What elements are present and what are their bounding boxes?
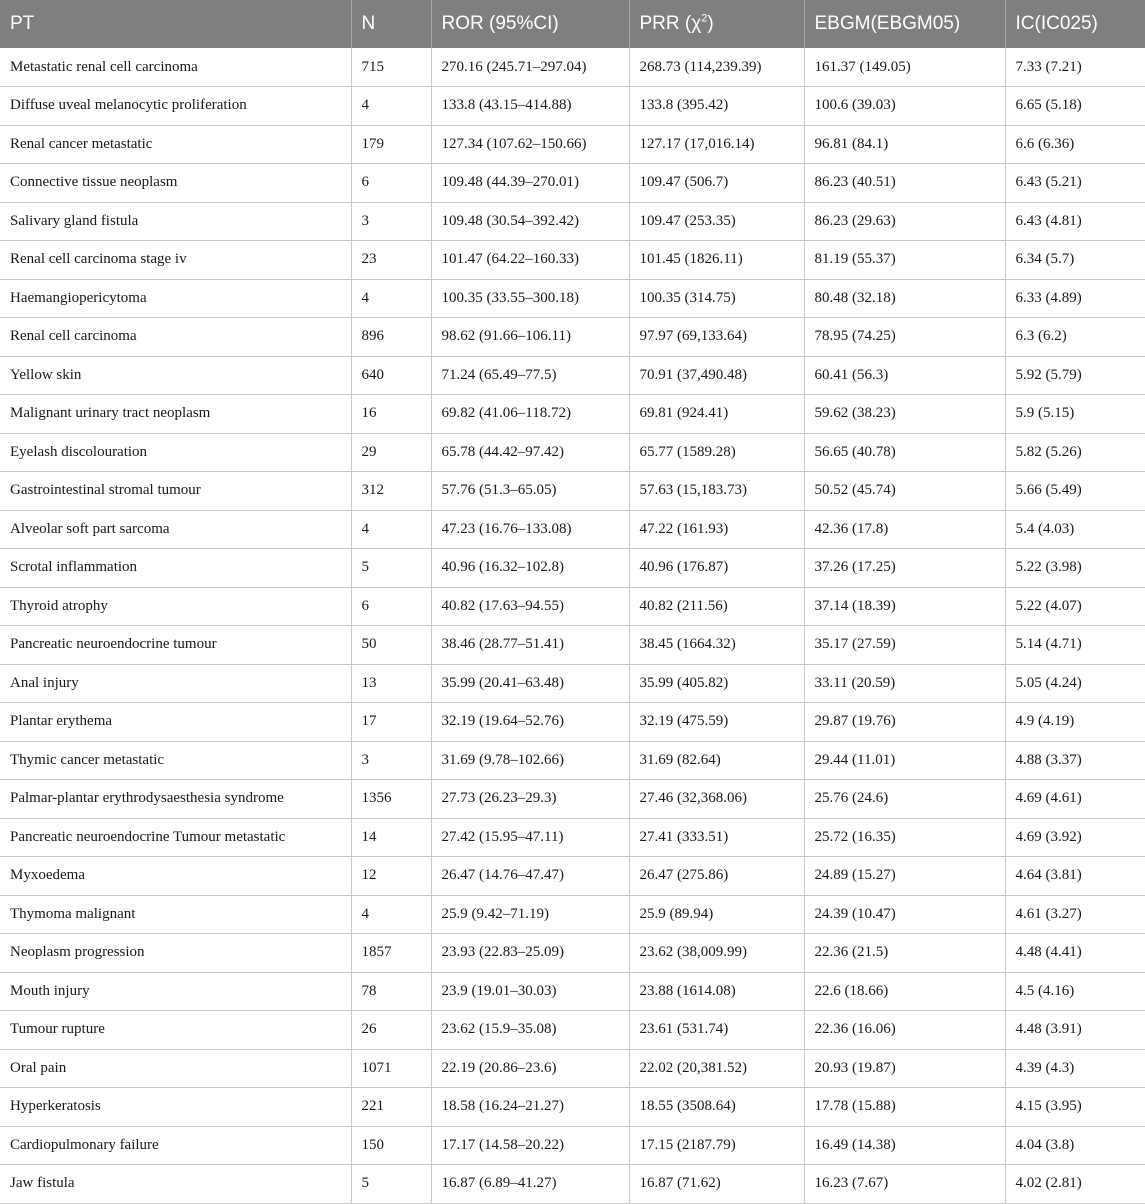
- cell-n: 4: [351, 279, 431, 318]
- cell-ic: 5.9 (5.15): [1005, 395, 1145, 434]
- cell-prr: 69.81 (924.41): [629, 395, 804, 434]
- cell-n: 5: [351, 1165, 431, 1204]
- cell-ror: 57.76 (51.3–65.05): [431, 472, 629, 511]
- cell-ror: 22.19 (20.86–23.6): [431, 1049, 629, 1088]
- table-row: [0, 125, 1145, 164]
- table-row: [0, 48, 1145, 87]
- cell-ic: 4.39 (4.3): [1005, 1049, 1145, 1088]
- cell-ror: 100.35 (33.55–300.18): [431, 279, 629, 318]
- cell-ror: 133.8 (43.15–414.88): [431, 87, 629, 126]
- table-row: [0, 279, 1145, 318]
- table-row: [0, 895, 1145, 934]
- cell-pt: Renal cancer metastatic: [0, 125, 351, 164]
- cell-ror: 69.82 (41.06–118.72): [431, 395, 629, 434]
- cell-ebgm: 50.52 (45.74): [804, 472, 1005, 511]
- cell-ror: 27.42 (15.95–47.11): [431, 818, 629, 857]
- cell-ic: 5.82 (5.26): [1005, 433, 1145, 472]
- cell-n: 5: [351, 549, 431, 588]
- cell-ebgm: 86.23 (40.51): [804, 164, 1005, 203]
- cell-pt: Pancreatic neuroendocrine tumour: [0, 626, 351, 665]
- cell-ebgm: 42.36 (17.8): [804, 510, 1005, 549]
- cell-prr: 17.15 (2187.79): [629, 1126, 804, 1165]
- cell-n: 4: [351, 87, 431, 126]
- table-row: [0, 587, 1145, 626]
- cell-ror: 23.62 (15.9–35.08): [431, 1011, 629, 1050]
- table-row: [0, 1088, 1145, 1127]
- cell-ror: 109.48 (44.39–270.01): [431, 164, 629, 203]
- cell-ror: 270.16 (245.71–297.04): [431, 48, 629, 87]
- table-row: [0, 164, 1145, 203]
- cell-prr: 23.88 (1614.08): [629, 972, 804, 1011]
- cell-pt: Renal cell carcinoma: [0, 318, 351, 357]
- header-ic: IC(IC025): [1005, 0, 1145, 48]
- table-row: [0, 857, 1145, 896]
- cell-n: 13: [351, 664, 431, 703]
- cell-ror: 32.19 (19.64–52.76): [431, 703, 629, 742]
- table-row: [0, 1049, 1145, 1088]
- cell-ic: 6.34 (5.7): [1005, 241, 1145, 280]
- header-n: N: [351, 0, 431, 48]
- table-row: [0, 202, 1145, 241]
- cell-ror: 40.82 (17.63–94.55): [431, 587, 629, 626]
- cell-prr: 40.82 (211.56): [629, 587, 804, 626]
- header-row: [0, 0, 1145, 48]
- cell-prr: 27.41 (333.51): [629, 818, 804, 857]
- table-row: [0, 972, 1145, 1011]
- cell-ror: 71.24 (65.49–77.5): [431, 356, 629, 395]
- cell-prr: 22.02 (20,381.52): [629, 1049, 804, 1088]
- cell-n: 221: [351, 1088, 431, 1127]
- cell-n: 16: [351, 395, 431, 434]
- table-row: [0, 510, 1145, 549]
- cell-ebgm: 96.81 (84.1): [804, 125, 1005, 164]
- header-ror: ROR (95%CI): [431, 0, 629, 48]
- cell-prr: 109.47 (506.7): [629, 164, 804, 203]
- cell-prr: 57.63 (15,183.73): [629, 472, 804, 511]
- cell-ic: 6.43 (5.21): [1005, 164, 1145, 203]
- cell-n: 179: [351, 125, 431, 164]
- table-row: [0, 472, 1145, 511]
- cell-n: 1857: [351, 934, 431, 973]
- cell-prr: 38.45 (1664.32): [629, 626, 804, 665]
- table-body: [0, 48, 1145, 1203]
- cell-ror: 127.34 (107.62–150.66): [431, 125, 629, 164]
- cell-ror: 25.9 (9.42–71.19): [431, 895, 629, 934]
- cell-pt: Oral pain: [0, 1049, 351, 1088]
- cell-ebgm: 24.89 (15.27): [804, 857, 1005, 896]
- cell-pt: Metastatic renal cell carcinoma: [0, 48, 351, 87]
- cell-ebgm: 60.41 (56.3): [804, 356, 1005, 395]
- cell-ebgm: 22.6 (18.66): [804, 972, 1005, 1011]
- cell-ebgm: 100.6 (39.03): [804, 87, 1005, 126]
- cell-ebgm: 86.23 (29.63): [804, 202, 1005, 241]
- cell-n: 14: [351, 818, 431, 857]
- cell-ic: 6.65 (5.18): [1005, 87, 1145, 126]
- cell-ebgm: 33.11 (20.59): [804, 664, 1005, 703]
- table-row: [0, 318, 1145, 357]
- cell-prr: 18.55 (3508.64): [629, 1088, 804, 1127]
- cell-pt: Alveolar soft part sarcoma: [0, 510, 351, 549]
- cell-ic: 4.69 (3.92): [1005, 818, 1145, 857]
- cell-pt: Neoplasm progression: [0, 934, 351, 973]
- cell-n: 29: [351, 433, 431, 472]
- cell-n: 26: [351, 1011, 431, 1050]
- cell-prr: 70.91 (37,490.48): [629, 356, 804, 395]
- cell-pt: Eyelash discolouration: [0, 433, 351, 472]
- cell-prr: 35.99 (405.82): [629, 664, 804, 703]
- cell-pt: Gastrointestinal stromal tumour: [0, 472, 351, 511]
- cell-ror: 16.87 (6.89–41.27): [431, 1165, 629, 1204]
- cell-n: 6: [351, 164, 431, 203]
- cell-ic: 6.33 (4.89): [1005, 279, 1145, 318]
- cell-n: 50: [351, 626, 431, 665]
- cell-pt: Pancreatic neuroendocrine Tumour metastatic: [0, 818, 351, 857]
- cell-ebgm: 25.76 (24.6): [804, 780, 1005, 819]
- cell-prr: 26.47 (275.86): [629, 857, 804, 896]
- cell-prr: 268.73 (114,239.39): [629, 48, 804, 87]
- header-pt: PT: [0, 0, 351, 48]
- cell-ic: 7.33 (7.21): [1005, 48, 1145, 87]
- cell-pt: Tumour rupture: [0, 1011, 351, 1050]
- cell-ror: 40.96 (16.32–102.8): [431, 549, 629, 588]
- table-row: [0, 1126, 1145, 1165]
- cell-ror: 109.48 (30.54–392.42): [431, 202, 629, 241]
- cell-ic: 4.04 (3.8): [1005, 1126, 1145, 1165]
- table-row: [0, 433, 1145, 472]
- cell-ror: 23.9 (19.01–30.03): [431, 972, 629, 1011]
- cell-ic: 5.05 (4.24): [1005, 664, 1145, 703]
- cell-ebgm: 22.36 (21.5): [804, 934, 1005, 973]
- cell-prr: 27.46 (32,368.06): [629, 780, 804, 819]
- cell-ic: 4.9 (4.19): [1005, 703, 1145, 742]
- cell-ebgm: 56.65 (40.78): [804, 433, 1005, 472]
- cell-n: 6: [351, 587, 431, 626]
- cell-pt: Anal injury: [0, 664, 351, 703]
- cell-prr: 47.22 (161.93): [629, 510, 804, 549]
- cell-ic: 4.69 (4.61): [1005, 780, 1145, 819]
- cell-prr: 23.62 (38,009.99): [629, 934, 804, 973]
- cell-ebgm: 29.87 (19.76): [804, 703, 1005, 742]
- cell-pt: Renal cell carcinoma stage iv: [0, 241, 351, 280]
- cell-prr: 97.97 (69,133.64): [629, 318, 804, 357]
- cell-n: 4: [351, 510, 431, 549]
- cell-pt: Yellow skin: [0, 356, 351, 395]
- header-prr-suffix: ): [707, 13, 714, 34]
- table-header: [0, 0, 1145, 48]
- cell-ic: 5.22 (3.98): [1005, 549, 1145, 588]
- cell-ror: 38.46 (28.77–51.41): [431, 626, 629, 665]
- table-row: [0, 1165, 1145, 1204]
- cell-ic: 4.88 (3.37): [1005, 741, 1145, 780]
- cell-ebgm: 16.23 (7.67): [804, 1165, 1005, 1204]
- cell-ic: 6.6 (6.36): [1005, 125, 1145, 164]
- cell-pt: Myxoedema: [0, 857, 351, 896]
- table-row: [0, 395, 1145, 434]
- cell-n: 23: [351, 241, 431, 280]
- cell-n: 4: [351, 895, 431, 934]
- cell-pt: Cardiopulmonary failure: [0, 1126, 351, 1165]
- cell-prr: 31.69 (82.64): [629, 741, 804, 780]
- header-ebgm: EBGM(EBGM05): [804, 0, 1005, 48]
- cell-prr: 23.61 (531.74): [629, 1011, 804, 1050]
- cell-n: 150: [351, 1126, 431, 1165]
- table-row: [0, 87, 1145, 126]
- cell-prr: 109.47 (253.35): [629, 202, 804, 241]
- table-row: [0, 664, 1145, 703]
- cell-ic: 5.4 (4.03): [1005, 510, 1145, 549]
- cell-prr: 40.96 (176.87): [629, 549, 804, 588]
- table-row: [0, 741, 1145, 780]
- cell-prr: 100.35 (314.75): [629, 279, 804, 318]
- cell-ic: 4.61 (3.27): [1005, 895, 1145, 934]
- cell-ic: 5.92 (5.79): [1005, 356, 1145, 395]
- cell-ic: 4.48 (3.91): [1005, 1011, 1145, 1050]
- cell-n: 3: [351, 202, 431, 241]
- cell-n: 12: [351, 857, 431, 896]
- table-row: [0, 626, 1145, 665]
- cell-n: 312: [351, 472, 431, 511]
- cell-n: 640: [351, 356, 431, 395]
- cell-prr: 133.8 (395.42): [629, 87, 804, 126]
- cell-n: 715: [351, 48, 431, 87]
- cell-pt: Mouth injury: [0, 972, 351, 1011]
- cell-prr: 16.87 (71.62): [629, 1165, 804, 1204]
- cell-ic: 4.5 (4.16): [1005, 972, 1145, 1011]
- table-row: [0, 356, 1145, 395]
- cell-ror: 27.73 (26.23–29.3): [431, 780, 629, 819]
- header-prr-prefix: PRR (: [639, 13, 692, 34]
- cell-ic: 4.15 (3.95): [1005, 1088, 1145, 1127]
- cell-pt: Thyroid atrophy: [0, 587, 351, 626]
- cell-ic: 5.14 (4.71): [1005, 626, 1145, 665]
- cell-ror: 47.23 (16.76–133.08): [431, 510, 629, 549]
- cell-prr: 25.9 (89.94): [629, 895, 804, 934]
- cell-pt: Connective tissue neoplasm: [0, 164, 351, 203]
- cell-ebgm: 16.49 (14.38): [804, 1126, 1005, 1165]
- cell-ror: 65.78 (44.42–97.42): [431, 433, 629, 472]
- header-prr-sup: 2: [701, 12, 708, 25]
- cell-ic: 4.64 (3.81): [1005, 857, 1145, 896]
- header-prr-symbol: χ: [691, 13, 702, 34]
- cell-ebgm: 78.95 (74.25): [804, 318, 1005, 357]
- cell-pt: Hyperkeratosis: [0, 1088, 351, 1127]
- cell-ror: 17.17 (14.58–20.22): [431, 1126, 629, 1165]
- cell-ror: 31.69 (9.78–102.66): [431, 741, 629, 780]
- cell-ebgm: 29.44 (11.01): [804, 741, 1005, 780]
- table-row: [0, 241, 1145, 280]
- cell-ebgm: 20.93 (19.87): [804, 1049, 1005, 1088]
- cell-ic: 5.66 (5.49): [1005, 472, 1145, 511]
- cell-ror: 18.58 (16.24–21.27): [431, 1088, 629, 1127]
- cell-ebgm: 80.48 (32.18): [804, 279, 1005, 318]
- cell-ebgm: 37.14 (18.39): [804, 587, 1005, 626]
- cell-ror: 26.47 (14.76–47.47): [431, 857, 629, 896]
- cell-pt: Palmar-plantar erythrodysaesthesia syndrome: [0, 780, 351, 819]
- cell-ror: 98.62 (91.66–106.11): [431, 318, 629, 357]
- cell-prr: 32.19 (475.59): [629, 703, 804, 742]
- cell-ror: 23.93 (22.83–25.09): [431, 934, 629, 973]
- cell-ebgm: 81.19 (55.37): [804, 241, 1005, 280]
- table-row: [0, 703, 1145, 742]
- cell-pt: Haemangiopericytoma: [0, 279, 351, 318]
- header-prr: [629, 0, 804, 48]
- cell-ic: 5.22 (4.07): [1005, 587, 1145, 626]
- cell-prr: 127.17 (17,016.14): [629, 125, 804, 164]
- cell-n: 896: [351, 318, 431, 357]
- table-row: [0, 1011, 1145, 1050]
- cell-pt: Salivary gland fistula: [0, 202, 351, 241]
- cell-ic: 4.02 (2.81): [1005, 1165, 1145, 1204]
- cell-ebgm: 35.17 (27.59): [804, 626, 1005, 665]
- cell-pt: Plantar erythema: [0, 703, 351, 742]
- cell-pt: Jaw fistula: [0, 1165, 351, 1204]
- cell-ebgm: 22.36 (16.06): [804, 1011, 1005, 1050]
- cell-ror: 35.99 (20.41–63.48): [431, 664, 629, 703]
- cell-ebgm: 59.62 (38.23): [804, 395, 1005, 434]
- table-row: [0, 549, 1145, 588]
- cell-pt: Thymic cancer metastatic: [0, 741, 351, 780]
- cell-n: 3: [351, 741, 431, 780]
- cell-ror: 101.47 (64.22–160.33): [431, 241, 629, 280]
- cell-ebgm: 161.37 (149.05): [804, 48, 1005, 87]
- table-row: [0, 818, 1145, 857]
- cell-prr: 65.77 (1589.28): [629, 433, 804, 472]
- cell-ebgm: 37.26 (17.25): [804, 549, 1005, 588]
- cell-ebgm: 17.78 (15.88): [804, 1088, 1005, 1127]
- cell-ic: 6.3 (6.2): [1005, 318, 1145, 357]
- table-row: [0, 934, 1145, 973]
- table-row: [0, 780, 1145, 819]
- cell-ebgm: 24.39 (10.47): [804, 895, 1005, 934]
- cell-pt: Scrotal inflammation: [0, 549, 351, 588]
- cell-pt: Thymoma malignant: [0, 895, 351, 934]
- cell-ebgm: 25.72 (16.35): [804, 818, 1005, 857]
- cell-prr: 101.45 (1826.11): [629, 241, 804, 280]
- cell-pt: Malignant urinary tract neoplasm: [0, 395, 351, 434]
- cell-ic: 6.43 (4.81): [1005, 202, 1145, 241]
- cell-n: 17: [351, 703, 431, 742]
- cell-ic: 4.48 (4.41): [1005, 934, 1145, 973]
- cell-pt: Diffuse uveal melanocytic proliferation: [0, 87, 351, 126]
- cell-n: 1356: [351, 780, 431, 819]
- cell-n: 78: [351, 972, 431, 1011]
- cell-n: 1071: [351, 1049, 431, 1088]
